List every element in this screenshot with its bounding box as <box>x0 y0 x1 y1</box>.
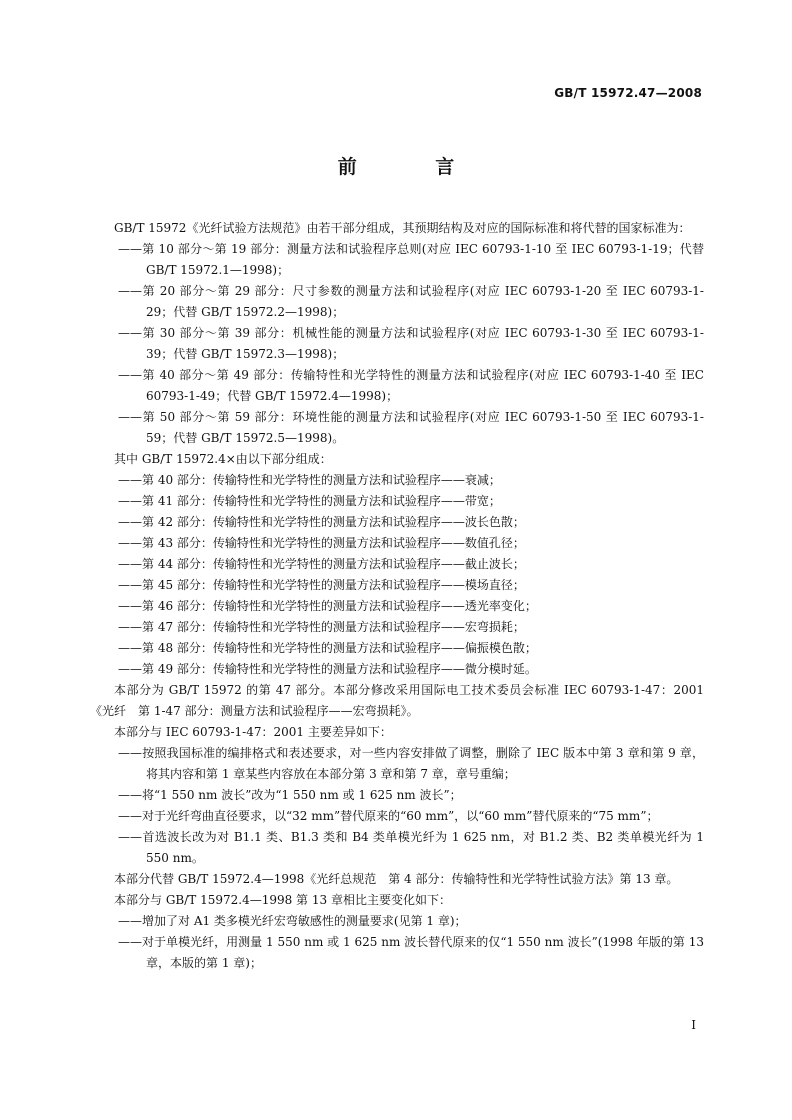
difference-list-item: ——对于光纤弯曲直径要求，以“32 mm”替代原来的“60 mm”，以“60 mm”替代原来的“75 mm”； <box>118 809 659 823</box>
sub-part-list-item: ——第 40 部分：传输特性和光学特性的测量方法和试验程序——衰减； <box>118 473 501 487</box>
sub-part-list-item: ——第 44 部分：传输特性和光学特性的测量方法和试验程序——截止波长； <box>118 557 525 571</box>
differences-intro: 本部分与 IEC 60793-1-47：2001 主要差异如下： <box>114 725 392 739</box>
structure-list-item: ——第 50 部分～第 59 部分：环境性能的测量方法和试验程序(对应 IEC 60793-1-50 至 IEC 60793-1-59；代替 GB/T 15972.5—1998)。 <box>118 410 704 445</box>
structure-list-item: ——第 20 部分～第 29 部分：尺寸参数的测量方法和试验程序(对应 IEC 60793-1-20 至 IEC 60793-1-29；代替 GB/T 15972.2—1998)； <box>118 284 704 319</box>
sub-part-list-item: ——第 45 部分：传输特性和光学特性的测量方法和试验程序——模场直径； <box>118 578 525 592</box>
intro-paragraph: GB/T 15972《光纤试验方法规范》由若干部分组成，其预期结构及对应的国际标准和将代替的国家标准为： <box>114 221 691 235</box>
sub-part-list-item: ——第 49 部分：传输特性和光学特性的测量方法和试验程序——微分模时延。 <box>118 662 537 676</box>
sub-part-list-item: ——第 46 部分：传输特性和光学特性的测量方法和试验程序——透光率变化； <box>118 599 537 613</box>
changes-intro: 本部分与 GB/T 15972.4—1998 第 13 章相比主要变化如下： <box>114 893 451 907</box>
replacement-paragraph: 本部分代替 GB/T 15972.4—1998《光纤总规范 第 4 部分：传输特性和光学特性试验方法》第 13 章。 <box>114 872 679 886</box>
difference-list-item: ——按照我国标准的编排格式和表述要求，对一些内容安排做了调整，删除了 IEC 版本中第 3 章和第 9 章，将其内容和第 1 章某些内容放在本部分第 3 章和第 7 章，章号重编； <box>118 746 704 781</box>
difference-list-item: ——将“1 550 nm 波长”改为“1 550 nm 或 1 625 nm 波长”； <box>118 788 462 802</box>
sub-part-list-item: ——第 43 部分：传输特性和光学特性的测量方法和试验程序——数值孔径； <box>118 536 525 550</box>
adoption-paragraph: 本部分为 GB/T 15972 的第 47 部分。本部分修改采用国际电工技术委员会标准 IEC 60793-1-47：2001《光纤 第 1-47 部分：测量方法和试验程序——宏弯损耗》。 <box>90 683 704 718</box>
structure-list-item: ——第 40 部分～第 49 部分：传输特性和光学特性的测量方法和试验程序(对应 IEC 60793-1-40 至 IEC 60793-1-49；代替 GB/T 15972.4—1998)； <box>118 368 704 403</box>
document-body <box>90 218 704 974</box>
sub-part-list-item: ——第 41 部分：传输特性和光学特性的测量方法和试验程序——带宽； <box>118 494 501 508</box>
sub-part-list-item: ——第 48 部分：传输特性和光学特性的测量方法和试验程序——偏振模色散； <box>118 641 537 655</box>
sub-part-list-item: ——第 47 部分：传输特性和光学特性的测量方法和试验程序——宏弯损耗； <box>118 620 525 634</box>
page-title: 前 言 <box>337 156 491 178</box>
sub-part-list-item: ——第 42 部分：传输特性和光学特性的测量方法和试验程序——波长色散； <box>118 515 525 529</box>
structure-list-item: ——第 30 部分～第 39 部分：机械性能的测量方法和试验程序(对应 IEC 60793-1-30 至 IEC 60793-1-39；代替 GB/T 15972.3—1998)； <box>118 326 704 361</box>
difference-list-item: ——首选波长改为对 B1.1 类、B1.3 类和 B4 类单模光纤为 1 625 nm，对 B1.2 类、B2 类单模光纤为 1 550 nm。 <box>118 830 704 865</box>
change-list-item: ——对于单模光纤，用测量 1 550 nm 或 1 625 nm 波长替代原来的仅“1 550 nm 波长”(1998 年版的第 13 章，本版的第 1 章)； <box>118 935 704 970</box>
structure-list-item: ——第 10 部分～第 19 部分：测量方法和试验程序总则(对应 IEC 60793-1-10 至 IEC 60793-1-19；代替 GB/T 15972.1—1998)； <box>118 242 704 277</box>
change-list-item: ——增加了对 A1 类多模光纤宏弯敏感性的测量要求(见第 1 章)； <box>118 914 467 928</box>
standard-number-header: GB/T 15972.47—2008 <box>554 86 702 100</box>
composition-paragraph: 其中 GB/T 15972.4×由以下部分组成： <box>114 452 332 466</box>
page-number: I <box>691 1018 696 1032</box>
